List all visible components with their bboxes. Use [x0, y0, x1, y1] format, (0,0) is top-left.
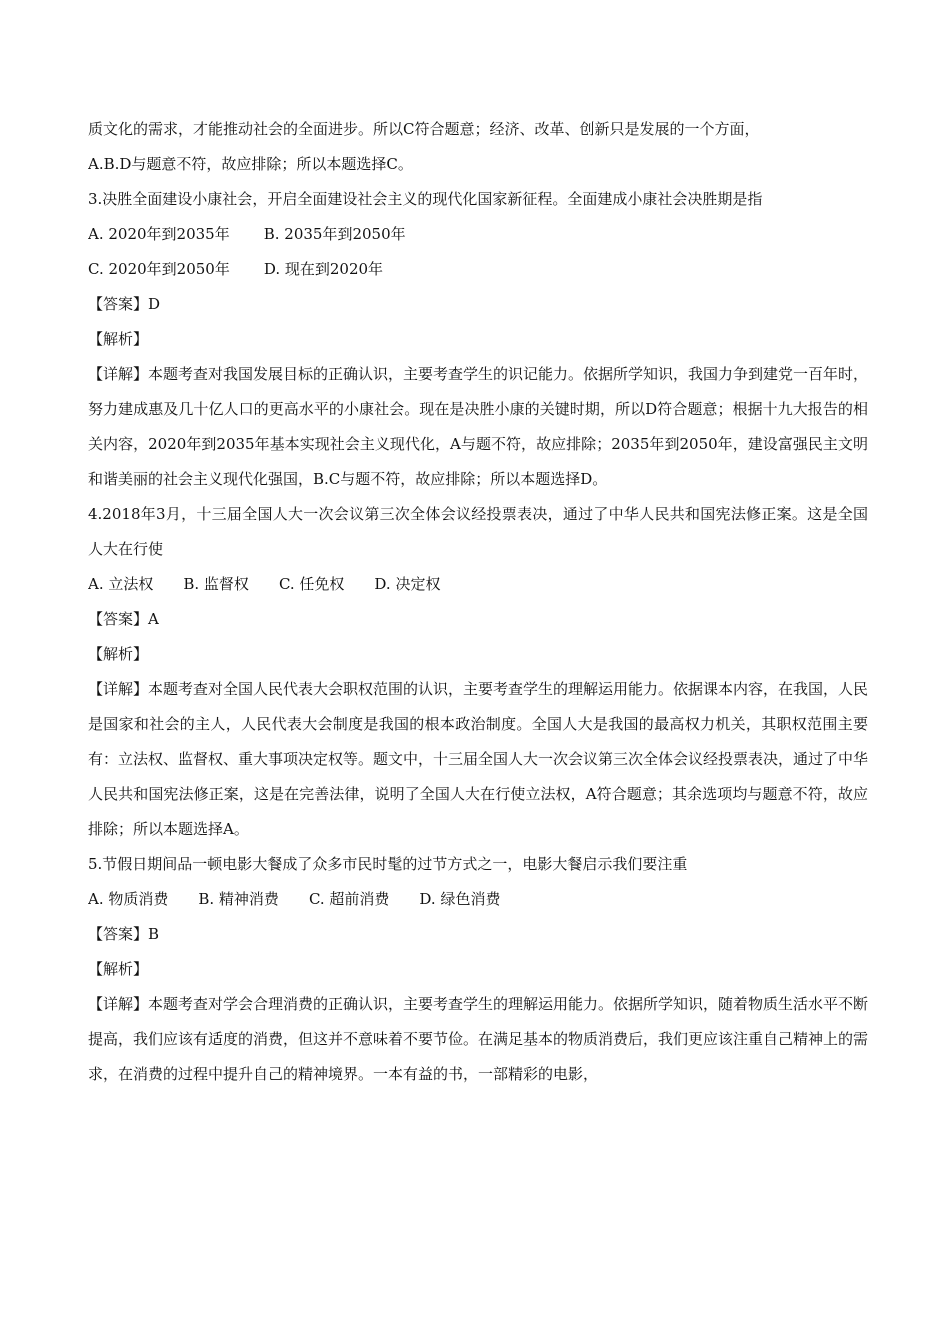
question-4-option-a: A. 立法权	[88, 575, 154, 593]
question-5-analysis-label: 【解析】	[88, 960, 149, 978]
question-5-options	[88, 882, 868, 917]
question-4-analysis-label: 【解析】	[88, 645, 149, 663]
question-4-option-c: C. 任免权	[278, 575, 345, 593]
intro-line-2: A.B.D与题意不符，故应排除；所以本题选择C。	[88, 155, 413, 173]
question-3-options-row-2	[88, 252, 868, 287]
question-3-option-d: D. 现在到2020年	[263, 260, 384, 278]
question-4-option-d: D. 决定权	[374, 575, 441, 593]
question-4-stem: 4.2018年3月，十三届全国人大一次会议第三次全体会议经投票表决，通过了中华人民共和国宪法修正案。这是全国人大在行使	[88, 505, 868, 558]
question-3-detail: 【详解】本题考查对我国发展目标的正确认识，主要考查学生的识记能力。依据所学知识，我国力争到建党一百年时，努力建成惠及几十亿人口的更高水平的小康社会。现在是决胜小康的关键时期，所以D符合题意；根据十九大报告的相关内容，2020年到2035年基本实现社会主义现代化，A与题不符，故应排除；2035年到2050年，建设富强民主文明和谐美丽的社会主义现代化强国，B.C与题不符，故应排除；所以本题选择D。	[88, 365, 869, 488]
question-5-option-b: B. 精神消费	[198, 890, 279, 908]
question-3-analysis-label: 【解析】	[88, 330, 149, 348]
question-4-answer: 【答案】A	[88, 610, 159, 628]
question-5-stem: 5.节假日期间品一顿电影大餐成了众多市民时髦的过节方式之一，电影大餐启示我们要注重	[88, 855, 688, 873]
question-5-answer: 【答案】B	[88, 925, 160, 943]
question-3-option-c: C. 2020年到2050年	[88, 260, 230, 278]
question-4-option-b: B. 监督权	[183, 575, 249, 593]
question-3-option-b: B. 2035年到2050年	[263, 225, 406, 243]
question-3-option-a: A. 2020年到2035年	[88, 225, 230, 243]
question-5-option-a: A. 物质消费	[88, 890, 169, 908]
question-3-options-row-1	[88, 217, 868, 252]
intro-line-1: 质文化的需求，才能推动社会的全面进步。所以C符合题意；经济、改革、创新只是发展的一个方面，	[88, 120, 760, 138]
document-page	[88, 112, 868, 1092]
question-5-option-d: D. 绿色消费	[419, 890, 501, 908]
question-3-stem: 3.决胜全面建设小康社会，开启全面建设社会主义的现代化国家新征程。全面建成小康社会决胜期是指	[88, 190, 763, 208]
question-4-detail: 【详解】本题考查对全国人民代表大会职权范围的认识，主要考查学生的理解运用能力。依据课本内容，在我国，人民是国家和社会的主人，人民代表大会制度是我国的根本政治制度。全国人大是我国的最高权力机关，其职权范围主要有：立法权、监督权、重大事项决定权等。题文中，十三届全国人大一次会议第三次全体会议经投票表决，通过了中华人民共和国宪法修正案，这是在完善法律，说明了全国人大在行使立法权，A符合题意；其余选项均与题意不符，故应排除；所以本题选择A。	[88, 680, 869, 838]
question-4-options	[88, 567, 868, 602]
question-3-answer: 【答案】D	[88, 295, 161, 313]
question-5-detail: 【详解】本题考查对学会合理消费的正确认识，主要考查学生的理解运用能力。依据所学知识，随着物质生活水平不断提高，我们应该有适度的消费，但这并不意味着不要节俭。在满足基本的物质消费后，我们更应该注重自己精神上的需求，在消费的过程中提升自己的精神境界。一本有益的书，一部精彩的电影，	[88, 995, 869, 1083]
question-5-option-c: C. 超前消费	[308, 890, 390, 908]
